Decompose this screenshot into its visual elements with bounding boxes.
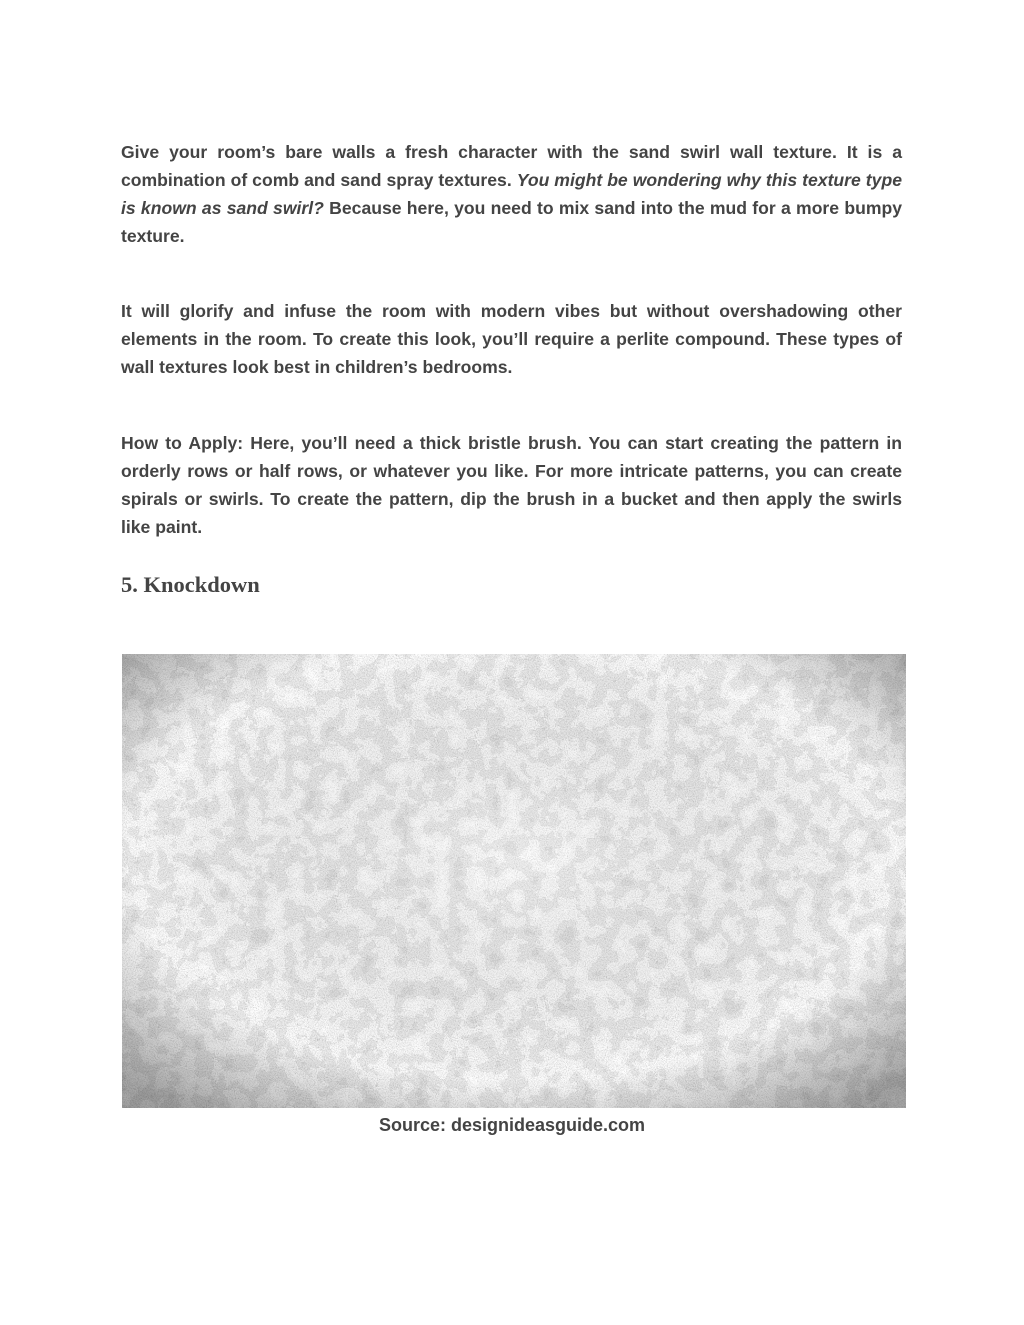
image-source-caption: Source: designideasguide.com: [378, 1115, 646, 1135]
paragraph-text: Give your room’s bare walls a fresh character with the sand swirl wall texture. It is a combination of comb and sand spray textures.: [121, 142, 902, 190]
paragraph-sand-swirl-intro: [121, 138, 902, 250]
section-heading-knockdown: 5. Knockdown: [121, 572, 260, 597]
paragraph-italic-question: You might be wondering why this texture type is known as sand swirl?: [121, 170, 902, 218]
paragraph-text: Because here, you need to mix sand into the mud for a more bumpy texture.: [121, 198, 902, 246]
paragraph-modern-vibes: It will glorify and infuse the room with modern vibes but without overshadowing other elements in the room. To create this look, you’ll require a perlite compound. These types of wall textures look best in children’s bedrooms.: [121, 301, 902, 377]
knockdown-texture-image: [122, 654, 906, 1108]
paragraph-how-to-apply: How to Apply: Here, you’ll need a thick bristle brush. You can start creating the pattern in orderly rows or half rows, or whatever you like. For more intricate patterns, you can create spirals or swirls. To create the pattern, dip the brush in a bucket and then apply the swirls like paint.: [121, 433, 902, 537]
texture-vignette: [122, 654, 906, 1108]
